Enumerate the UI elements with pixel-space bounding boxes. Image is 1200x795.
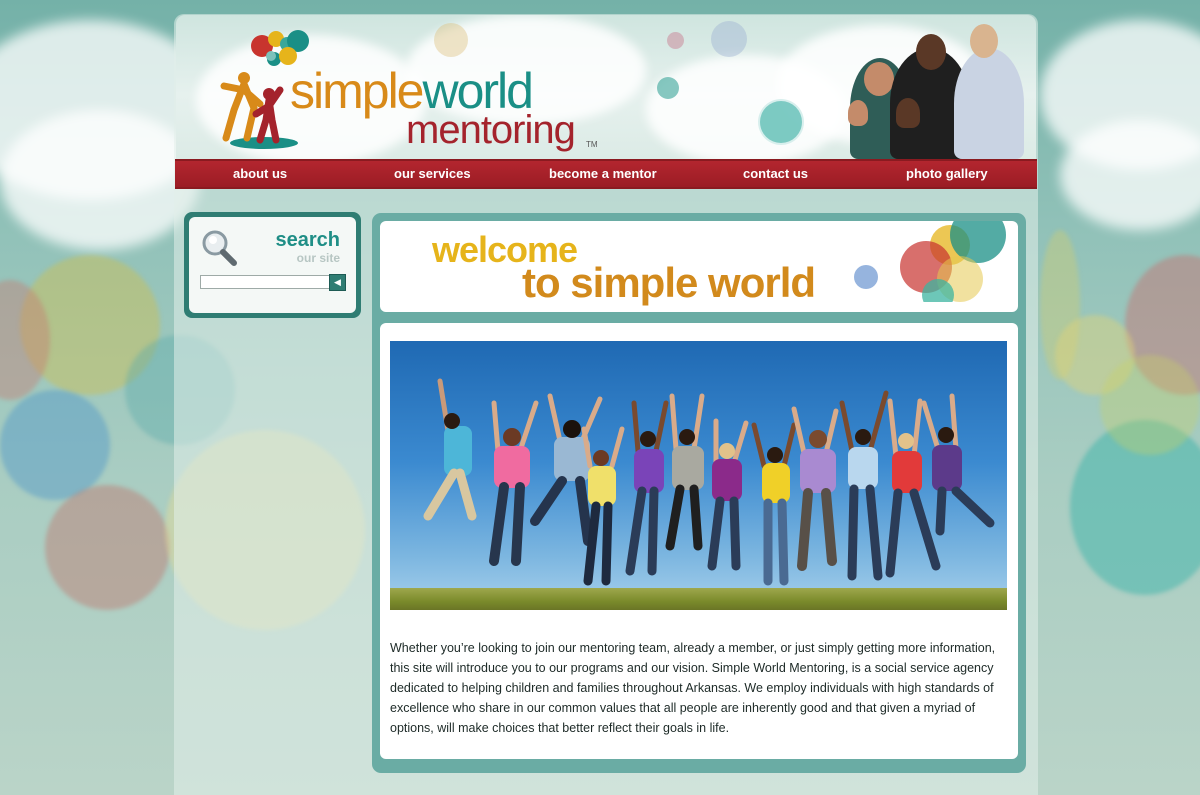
- nav-contact-us[interactable]: contact us: [743, 166, 809, 181]
- search-title: search: [275, 229, 340, 251]
- welcome-heading-line2: to simple world: [522, 259, 816, 306]
- trademark-mark: TM: [586, 140, 598, 149]
- nav-our-services[interactable]: our services: [394, 166, 471, 181]
- search-submit-button[interactable]: [329, 274, 346, 291]
- main-navigation: [175, 159, 1037, 189]
- logo-word-world: world: [422, 63, 532, 119]
- intro-paragraph: Whether you’re looking to join our mentoring team, already a member, or just simply getting more information, this site will introduce you to our programs and our vision. Simple World Mentoring, is a social service agency dedicated to helping children and families throughout Arkansas. We employ individuals with high standards of excellence who share in our common values that all people are inherently good and that given a myriad of options, will make choices that better reflect their goals in life.: [390, 641, 996, 735]
- magnifier-icon: [200, 229, 240, 267]
- header-people-photo: [830, 18, 1030, 159]
- nav-become-a-mentor[interactable]: become a mentor: [549, 166, 657, 181]
- logo-word-mentoring: mentoring: [406, 108, 575, 152]
- welcome-banner: [380, 221, 1018, 312]
- search-input[interactable]: [200, 275, 330, 289]
- logo-word-simple: simple: [290, 63, 423, 119]
- welcome-heading-line1: welcome: [432, 229, 578, 270]
- search-subtitle: our site: [296, 251, 340, 265]
- nav-about-us[interactable]: about us: [233, 166, 288, 181]
- search-box: [184, 212, 361, 318]
- jumping-people-illustration: [390, 341, 1007, 610]
- hero-photo-jumping-people: [390, 341, 1007, 610]
- welcome-bubbles-icon: [850, 221, 1018, 302]
- play-arrow-icon: ◀: [334, 277, 341, 287]
- site-logo[interactable]: [214, 28, 604, 158]
- nav-photo-gallery[interactable]: photo gallery: [906, 166, 988, 181]
